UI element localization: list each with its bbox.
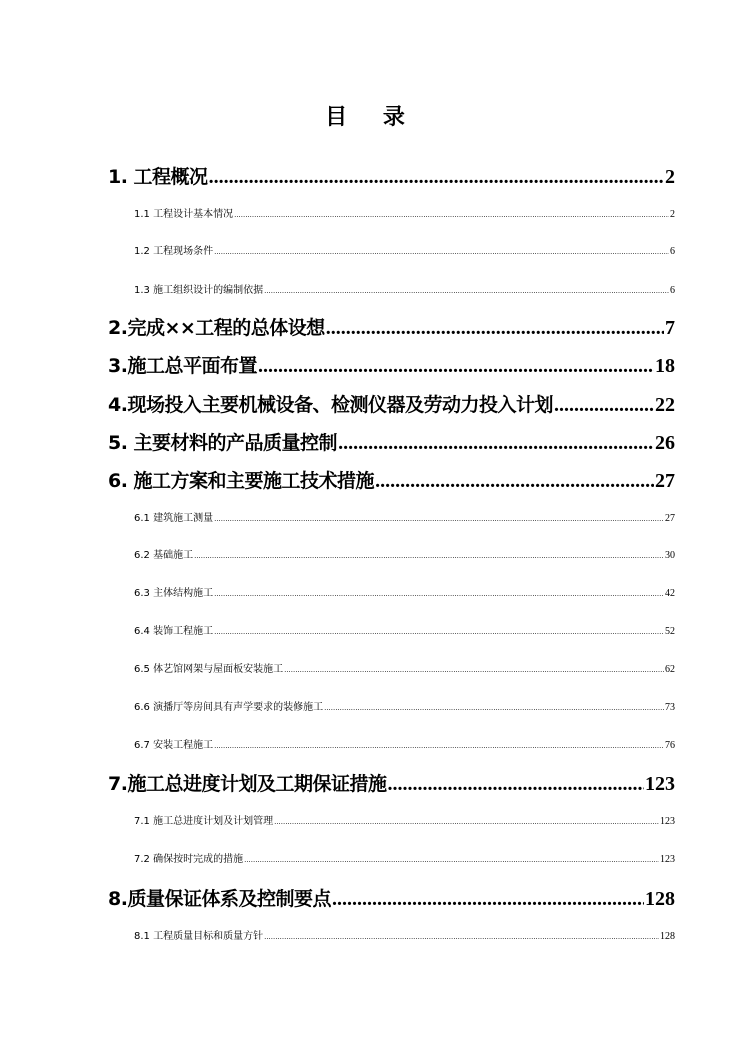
toc-entry-label: 6. 施工方案和主要施工技术措施 (108, 470, 375, 492)
toc-entry[interactable] (108, 351, 675, 378)
dot-leader (214, 628, 664, 636)
toc-entry-label: 8.1 工程质量目标和质量方针 (134, 931, 264, 942)
toc-entry-page: 73 (665, 702, 675, 713)
toc-entry-label: 6.2 基础施工 (134, 550, 194, 561)
toc-entry-label: 2.完成××工程的总体设想 (108, 317, 325, 339)
toc-entry[interactable] (108, 736, 675, 751)
toc-entry[interactable] (108, 698, 675, 713)
dot-leader (244, 856, 659, 864)
toc-entry[interactable] (108, 313, 675, 340)
toc-entry-page: 42 (665, 588, 675, 599)
toc-entry-label: 6.1 建筑施工测量 (134, 513, 214, 524)
toc-entry-page: 26 (655, 432, 675, 454)
toc-entry[interactable] (108, 390, 675, 417)
toc-entry-page: 2 (670, 209, 675, 220)
toc-entry-label: 5. 主要材料的产品质量控制 (108, 432, 338, 454)
toc-entry-label: 3.施工总平面布置 (108, 355, 257, 377)
dot-leader (375, 470, 654, 493)
toc-entry[interactable] (108, 769, 675, 796)
dot-leader (234, 211, 669, 219)
toc-entry-page: 6 (670, 285, 675, 296)
toc-entry[interactable] (108, 850, 675, 865)
toc-entry-page: 123 (660, 816, 675, 827)
toc-entry-label: 7.施工总进度计划及工期保证措施 (108, 773, 387, 795)
toc-entry-page: 27 (665, 513, 675, 524)
toc-entry-label: 1.1 工程设计基本情况 (134, 209, 234, 220)
table-of-contents (108, 0, 675, 1052)
toc-entry-label: 7.2 确保按时完成的措施 (134, 854, 244, 865)
toc-entry[interactable] (108, 584, 675, 599)
toc-entry[interactable] (108, 546, 675, 561)
toc-entry-page: 123 (660, 854, 675, 865)
toc-entry[interactable] (108, 281, 675, 296)
toc-entry-page: 52 (665, 626, 675, 637)
dot-leader (326, 317, 664, 340)
toc-entry[interactable] (108, 242, 675, 257)
toc-entry[interactable] (108, 466, 675, 493)
dot-leader (274, 818, 659, 826)
toc-entry-page: 30 (665, 550, 675, 561)
dot-leader (264, 287, 669, 295)
toc-entry-label: 6.5 体艺馆网架与屋面板安装施工 (134, 664, 284, 675)
dot-leader (332, 888, 644, 911)
toc-entry-page: 128 (645, 888, 675, 910)
dot-leader (284, 666, 664, 674)
toc-entry-label: 6.4 装饰工程施工 (134, 626, 214, 637)
toc-entry-label: 6.7 安装工程施工 (134, 740, 214, 751)
toc-entry-label: 1.3 施工组织设计的编制依据 (134, 285, 264, 296)
dot-leader (214, 248, 669, 256)
toc-entry-page: 62 (665, 664, 675, 675)
dot-leader (324, 704, 664, 712)
toc-entry-page: 123 (645, 773, 675, 795)
toc-entry-page: 6 (670, 246, 675, 257)
toc-entry[interactable] (108, 660, 675, 675)
toc-entry[interactable] (108, 162, 675, 189)
toc-entry-label: 6.6 演播厅等房间具有声学要求的装修施工 (134, 702, 324, 713)
toc-entry[interactable] (108, 509, 675, 524)
toc-entry-page: 2 (665, 166, 675, 188)
page-title: 目 录 (325, 105, 419, 130)
toc-entry-page: 7 (665, 317, 675, 339)
dot-leader (264, 933, 659, 941)
dot-leader (338, 432, 654, 455)
toc-entry-label: 8.质量保证体系及控制要点 (108, 888, 331, 910)
toc-entry[interactable] (108, 884, 675, 911)
dot-leader (209, 166, 664, 189)
toc-entry-label: 6.3 主体结构施工 (134, 588, 214, 599)
toc-entry-page: 27 (655, 470, 675, 492)
toc-entry[interactable] (108, 428, 675, 455)
toc-entry-label: 1.2 工程现场条件 (134, 246, 214, 257)
toc-entry[interactable] (108, 205, 675, 220)
dot-leader (258, 355, 654, 378)
dot-leader (194, 552, 664, 560)
toc-entry[interactable] (108, 622, 675, 637)
dot-leader (214, 515, 664, 523)
toc-entry[interactable] (108, 927, 675, 942)
toc-entry-page: 76 (665, 740, 675, 751)
toc-entry-label: 4.现场投入主要机械设备、检测仪器及劳动力投入计划 (108, 394, 553, 416)
toc-entry-page: 128 (660, 931, 675, 942)
toc-entry-label: 1. 工程概况 (108, 166, 208, 188)
dot-leader (387, 773, 644, 796)
dot-leader (214, 742, 664, 750)
toc-entry-page: 18 (655, 355, 675, 377)
toc-entry[interactable] (108, 812, 675, 827)
toc-entry-label: 7.1 施工总进度计划及计划管理 (134, 816, 274, 827)
toc-entry-page: 22 (655, 394, 675, 416)
dot-leader (554, 394, 654, 417)
dot-leader (214, 590, 664, 598)
